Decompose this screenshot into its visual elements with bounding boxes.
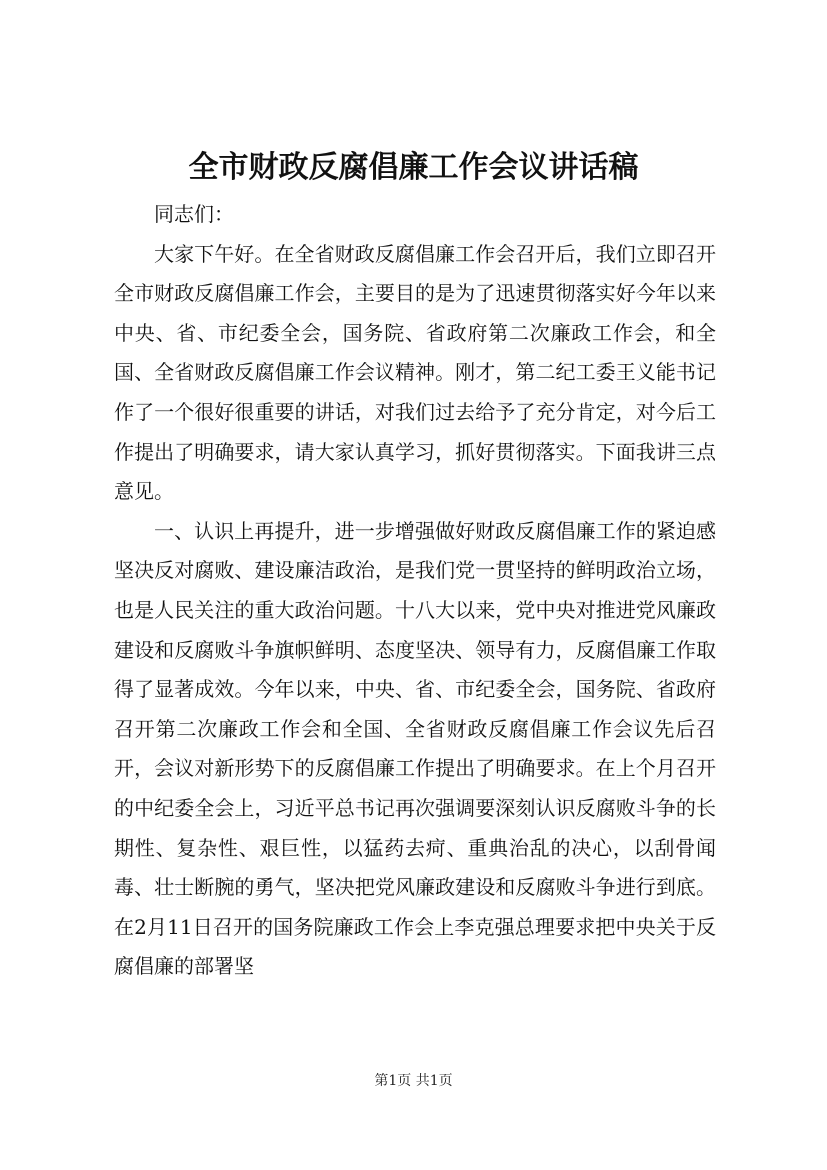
salutation: 同志们： — [154, 202, 234, 226]
paragraph-2: 一、认识上再提升，进一步增强做好财政反腐倡廉工作的紧迫感坚决反对腐败、建设廉洁政治，是我们党一贯坚持的鲜明政治立场，也是人民关注的重大政治问题。十八大以来，党中央对推进党风廉政建设和反腐败斗争旗帜鲜明、态度坚决、领导有力，反腐倡廉工作取得了显著成效。今年以来，中央、省、市纪委全会，国务院、省政府召开第二次廉政工作会和全国、全省财政反腐倡廉工作会议先后召开，会议对新形势下的反腐倡廉工作提出了明确要求。在上个月召开的中纪委全会上，习近平总书记再次强调要深刻认识反腐败斗争的长期性、复杂性、艰巨性，以猛药去疴、重典治乱的决心，以刮骨闻毒、壮士断腕的勇气，坚决把党风廉政建设和反腐败斗争进行到底。在2月11日召开的国务院廉政工作会上李克强总理要求把中央关于反腐倡廉的部署坚 — [114, 518, 716, 979]
page-footer: 第1页 共1页 — [374, 1073, 453, 1089]
paragraph-1: 大家下午好。在全省财政反腐倡廉工作会召开后，我们立即召开全市财政反腐倡廉工作会，主要目的是为了迅速贯彻落实好今年以来中央、省、市纪委全会，国务院、省政府第二次廉政工作会，和全国、全省财政反腐倡廉工作会议精神。刚才，第二纪工委王义能书记作了一个很好很重要的讲话，对我们过去给予了充分肯定，对今后工作提出了明确要求，请大家认真学习，抓好贯彻落实。下面我讲三点意见。 — [114, 241, 716, 504]
document-body — [114, 195, 716, 987]
document-title: 全市财政反腐倡廉工作会议讲话稿 — [188, 150, 639, 185]
